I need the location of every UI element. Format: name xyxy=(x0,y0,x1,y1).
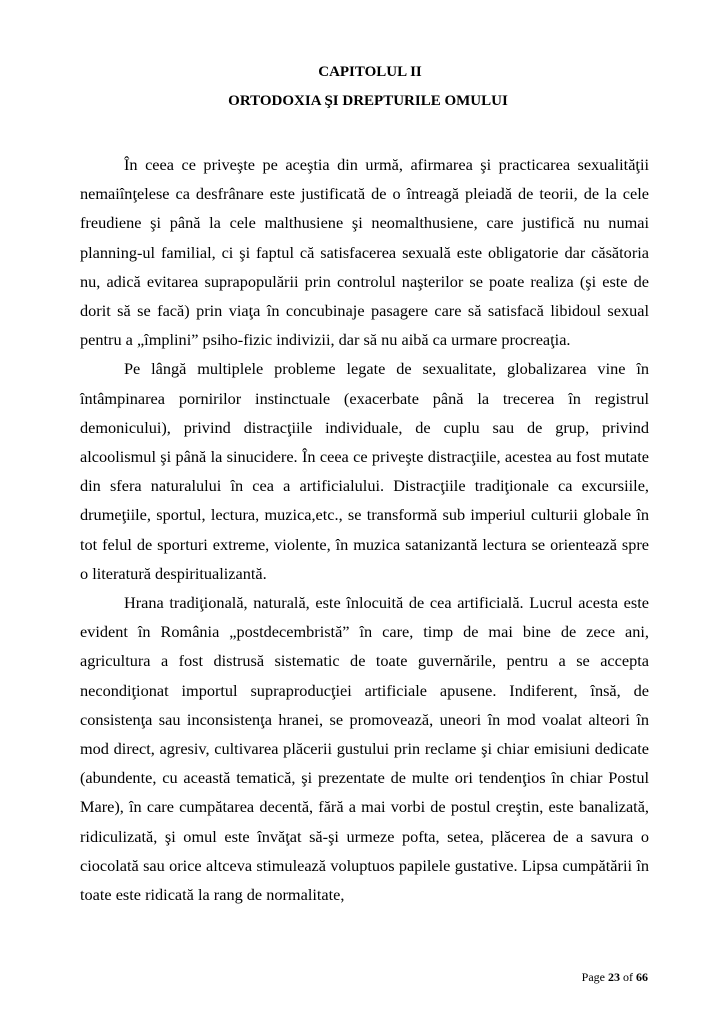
of-label: of xyxy=(623,970,633,984)
page-label: Page xyxy=(581,970,605,984)
paragraph-1: În ceea ce priveşte pe aceştia din urmă, afirmarea şi practicarea sexualităţii nemaiînţelese ca desfrânare este justificată de o întreagă pleiadă de teorii, de la cele freudiene şi până la cele malthusiene şi neomalthusiene, care justifică nu numai planning-ul familial, ci şi faptul că satisfacerea sexuală este obligatorie dar căsătoria nu, adică evitarea suprapopulării prin controlul naşterilor se poate realiza (şi este de dorit să se facă) prin viaţa în concubinaje pasagere care să satisfacă libidoul sexual pentru a „împlini” psiho-fizic indivizii, dar să nu aibă ca urmare procreaţia. xyxy=(80,155,649,350)
page-footer xyxy=(582,970,648,984)
chapter-title: ORTODOXIA ŞI DREPTURILE OMULUI xyxy=(228,93,508,109)
total-pages: 66 xyxy=(636,970,648,984)
body-text xyxy=(80,150,649,909)
paragraph-3: Hrana tradiţională, naturală, este înlocuită de cea artificială. Lucrul acesta este evident în România „postdecembristă” în care, timp de mai bine de zece ani, agricultura a fost distrusă sistematic de toate guvernările, pentru a se accepta necondiţionat importul supraproducţiei artificiale apusene. Indiferent, însă, de consistenţa sau inconsistenţa hranei, se promovează, uneori în mod voalat alteori în mod direct, agresiv, cultivarea plăcerii gustului prin reclame şi chiar emisiuni dedicate (abundente, cu această tematică, şi prezentate de multe ori tendenţios în chiar Postul Mare), în care cumpătarea decentă, fără a mai vorbi de postul creştin, este banalizată, ridiculizată, şi omul este învăţat să-şi urmeze pofta, setea, plăcerea de a savura o ciocolată sau orice altceva stimulează voluptuos papilele gustative. Lipsa cumpătării în toate este ridicată la rang de normalitate, xyxy=(80,593,649,905)
chapter-heading: CAPITOLUL II xyxy=(318,64,422,80)
paragraph-2: Pe lângă multiplele probleme legate de sexualitate, globalizarea vine în întâmpinarea pornirilor instinctuale (exacerbate până la trecerea în registrul demonicului), privind distracţiile individuale, de cuplu sau de grup, privind alcoolismul şi până la sinucidere. În ceea ce priveşte distracţiile, acestea au fost mutate din sfera naturalului în cea a artificialului. Distracţiile tradiţionale ca excursiile, drumeţiile, sportul, lectura, muzica,etc., se transformă sub imperiul culturii globale în tot felul de sporturi extreme, violente, în muzica satanizantă lectura se orientează spre o literatură despiritualizantă. xyxy=(80,359,649,583)
page-number: 23 xyxy=(608,970,620,984)
